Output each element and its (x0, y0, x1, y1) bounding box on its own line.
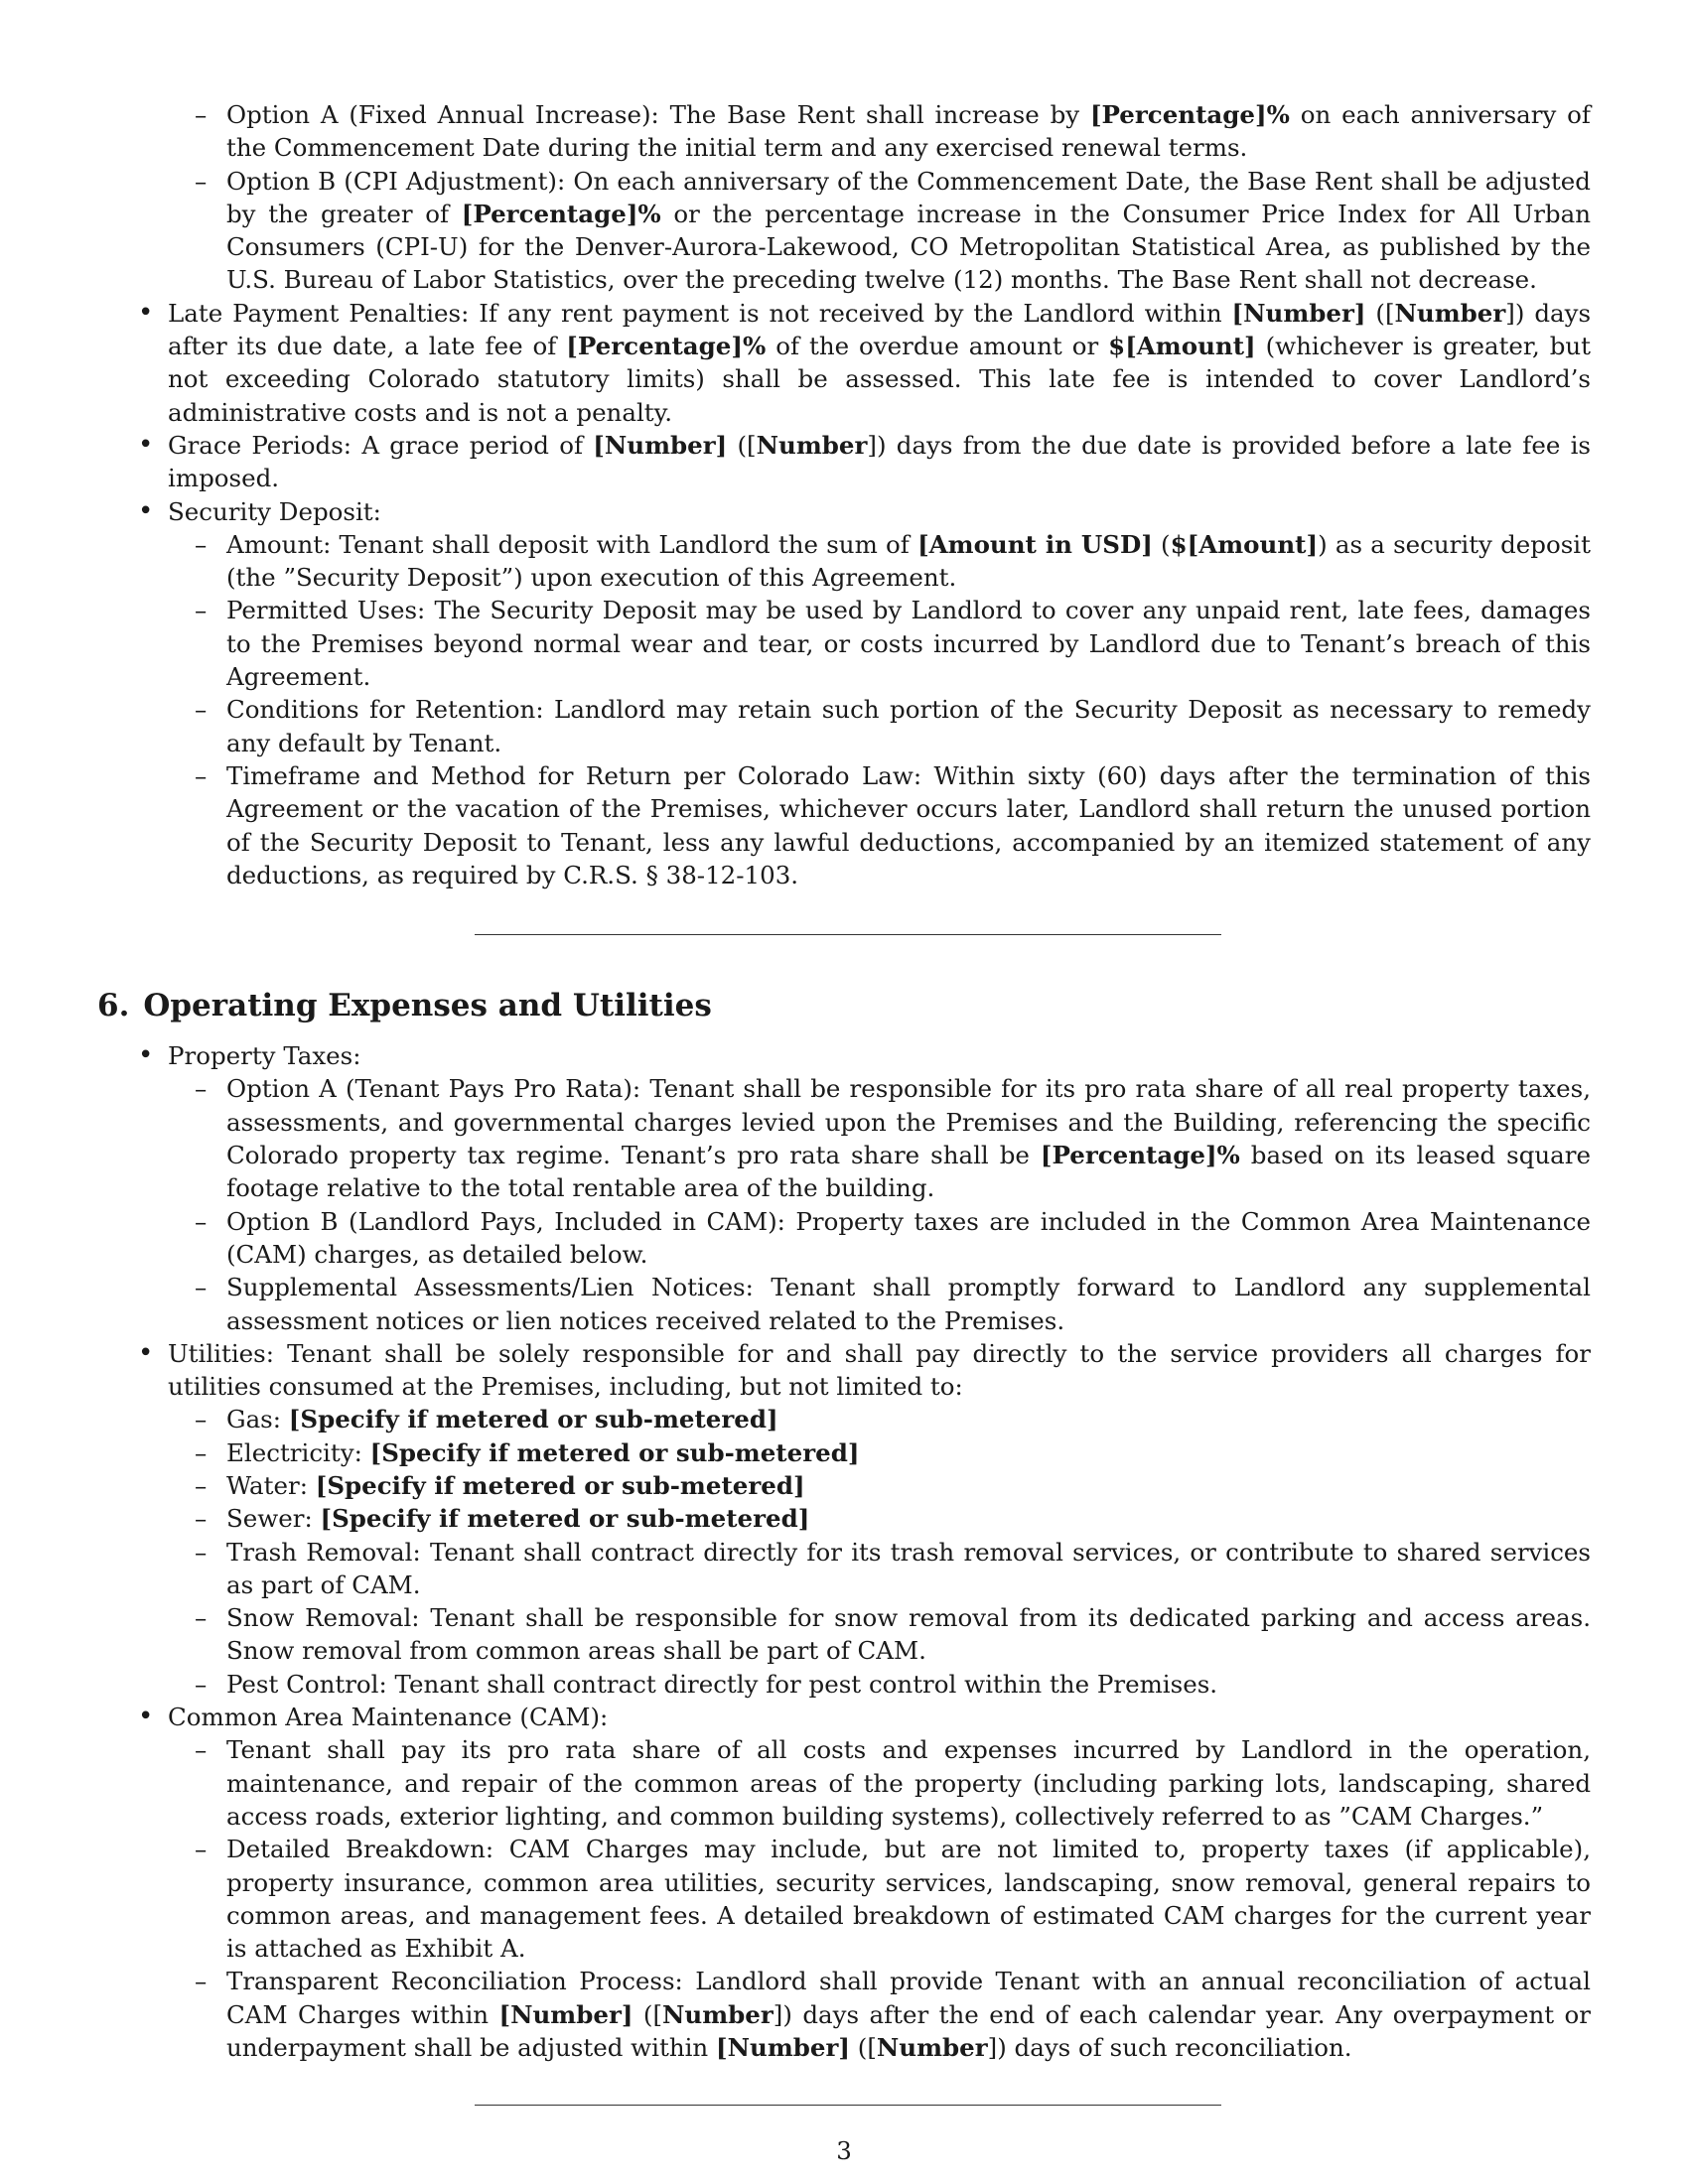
dash-marker: – (195, 1470, 208, 1500)
page-content (97, 98, 1591, 2106)
list-item: – Option B (CPI Adjustment): On each anniversary of the Commencement Date, the Base Rent shall be adjusted by the greater of [Percentage]% or the percentage increase in the Consumer Price Index for All Urban Consumers (CPI-U) for the Denver-Aurora-Lakewood, CO Metropolitan Statistical Area, as published by the U.S. Bureau of Labor Statistics, over the preceding twelve (12) months. The Base Rent shall not decrease. (195, 166, 1591, 295)
list-item: – Pest Control: Tenant shall contract directly for pest control within the Premises. (226, 1668, 1591, 1701)
dash-marker: – (195, 100, 208, 129)
property-taxes-item: • Property Taxes: – Option A (Tenant Pays Pro Rata): Tenant shall be responsible for its pro rata share of all real property taxes, assessments, and governmental charges levied upon the Premises and the Building, referencing the specific Colorado property tax regime. Tenant’s pro rata share shall be [Percentage]% based on its leased square footage relative to the total rentable area of the building. – Option B (Landlord Pays, Included in CAM): Property taxes are included in the Common Area Maintenance (CAM) charges, as detailed below. – Supplemental Assessments/Lien Notices: Tenant shall promptly forward to Landlord any supplemental assessment notices or lien notices received related to the Premises. (168, 1039, 1591, 1337)
bullet-marker: • (138, 1702, 154, 1732)
dash-marker: – (195, 1074, 208, 1104)
rent-terms-list (97, 297, 1591, 891)
list-item: – Water: [Specify if metered or sub-metered] (226, 1469, 1591, 1502)
list-item: – Detailed Breakdown: CAM Charges may include, but are not limited to, property taxes (if applicable), property insurance, common area utilities, security services, landscaping, snow removal, general repairs to common areas, and management fees. A detailed breakdown of estimated CAM charges for the current year is attached as Exhibit A. (195, 1835, 1591, 1964)
list-item: – Timeframe and Method for Return per Colorado Law: Within sixty (60) days after the termination of this Agreement or the vacation of the Premises, whichever occurs later, Landlord shall return the unused portion of the Security Deposit to Tenant, less any lawful deductions, accompanied by an itemized statement of any deductions, as required by C.R.S. § 38-12-103. (195, 760, 1591, 889)
rent-escalation-options (97, 98, 1591, 297)
section-divider (475, 934, 1221, 935)
dash-marker: – (195, 1537, 208, 1567)
list-item: – Gas: [Specify if metered or sub-metered] (226, 1403, 1591, 1435)
dash-marker: – (195, 1967, 208, 1996)
cam-item: • Common Area Maintenance (CAM): – Tenant shall pay its pro rata share of all costs and expenses incurred by Landlord in the operation, maintenance, and repair of the common areas of the property (including parking lots, landscaping, shared access roads, exterior lighting, and common building systems), collectively referred to as ”CAM Charges.” – Detailed Breakdown: CAM Charges may include, but are not limited to, property taxes (if applicable), property insurance, common area utilities, security services, landscaping, snow removal, general repairs to common areas, and management fees. A detailed breakdown of estimated CAM charges for the current year is attached as Exhibit A. – Transparent Reconciliation Process: Landlord shall provide Tenant with an annual reconciliation of actual CAM Charges within [Number] ([Number]) days after the end of each calendar year. Any overpayment or underpayment shall be adjusted within [Number] ([Number]) days of such reconciliation. (168, 1701, 1591, 2064)
bullet-marker: • (138, 429, 154, 460)
dash-marker: – (195, 166, 208, 196)
list-item: – Snow Removal: Tenant shall be responsible for snow removal from its dedicated parking and access areas. Snow removal from common areas shall be part of CAM. (195, 1603, 1591, 1666)
section-divider (475, 2105, 1221, 2106)
section-heading: 6. Operating Expenses and Utilities (97, 988, 712, 1024)
list-item: – Option A (Tenant Pays Pro Rata): Tenant shall be responsible for its pro rata share of all real property taxes, assessments, and governmental charges levied upon the Premises and the Building, referencing the specific Colorado property tax regime. Tenant’s pro rata share shall be [Percentage]% based on its leased square footage relative to the total rentable area of the building. (195, 1074, 1591, 1203)
grace-period-item: • Grace Periods: A grace period of [Number] ([Number]) days from the due date is provided before a late fee is imposed. (138, 429, 1592, 493)
dash-marker: – (195, 1273, 208, 1302)
security-deposit-item: • Security Deposit: – Amount: Tenant shall deposit with Landlord the sum of [Amount in USD] ($[Amount]) as a security deposit (the ”Security Deposit”) upon execution of this Agreement. – Permitted Uses: The Security Deposit may be used by Landlord to cover any unpaid rent, late fees, damages to the Premises beyond normal wear and tear, or costs incurred by Landlord due to Tenant’s breach of this Agreement. – Conditions for Retention: Landlord may retain such portion of the Security Deposit as necessary to remedy any default by Tenant. – Timeframe and Method for Return per Colorado Law: Within sixty (60) days after the termination of this Agreement or the vacation of the Premises, whichever occurs later, Landlord shall return the unused portion of the Security Deposit to Tenant, less any lawful deductions, accompanied by an itemized statement of any deductions, as required by C.R.S. § 38-12-103. (168, 495, 1591, 892)
dash-marker: – (195, 1669, 208, 1699)
bullet-marker: • (138, 495, 154, 526)
property-taxes-sublist (168, 1072, 1591, 1336)
list-item: – Electricity: [Specify if metered or sub-metered] (226, 1436, 1591, 1469)
dash-marker: – (195, 1504, 208, 1534)
dash-marker: – (195, 695, 208, 725)
list-item: – Option B (Landlord Pays, Included in CAM): Property taxes are included in the Common Area Maintenance (CAM) charges, as detailed below. (195, 1206, 1591, 1269)
list-item: – Transparent Reconciliation Process: Landlord shall provide Tenant with an annual reconciliation of actual CAM Charges within [Number] ([Number]) days after the end of each calendar year. Any overpayment or underpayment shall be adjusted within [Number] ([Number]) days of such reconciliation. (195, 1967, 1591, 2063)
dash-marker: – (195, 1437, 208, 1467)
cam-sublist (168, 1733, 1591, 2064)
dash-marker: – (195, 529, 208, 559)
list-item: – Trash Removal: Tenant shall contract directly for its trash removal services, or contribute to shared services as part of CAM. (195, 1537, 1591, 1599)
operating-expenses-list (97, 1039, 1591, 2064)
list-item: – Tenant shall pay its pro rata share of all costs and expenses incurred by Landlord in the operation, maintenance, and repair of the common areas of the property (including parking lots, landscaping, shared access roads, exterior lighting, and common building systems), collectively referred to as ”CAM Charges.” (195, 1735, 1591, 1831)
list-item: – Supplemental Assessments/Lien Notices: Tenant shall promptly forward to Landlord any supplemental assessment notices or lien notices received related to the Premises. (195, 1273, 1591, 1335)
dash-marker: – (195, 760, 208, 790)
list-item: – Conditions for Retention: Landlord may retain such portion of the Security Deposit as necessary to remedy any default by Tenant. (195, 695, 1591, 757)
bullet-marker: • (138, 1337, 154, 1368)
list-item: – Permitted Uses: The Security Deposit may be used by Landlord to cover any unpaid rent, late fees, damages to the Premises beyond normal wear and tear, or costs incurred by Landlord due to Tenant’s breach of this Agreement. (195, 596, 1591, 692)
bullet-marker: • (138, 297, 154, 328)
list-item: – Option A (Fixed Annual Increase): The Base Rent shall increase by [Percentage]% on each anniversary of the Commencement Date during the initial term and any exercised renewal terms. (195, 100, 1591, 163)
dash-marker: – (195, 1603, 208, 1633)
list-item: – Amount: Tenant shall deposit with Landlord the sum of [Amount in USD] ($[Amount]) as a security deposit (the ”Security Deposit”) upon execution of this Agreement. (195, 529, 1591, 593)
page-number: 3 (836, 2136, 852, 2165)
utilities-sublist (168, 1403, 1591, 1701)
dash-marker: – (195, 1206, 208, 1236)
dash-marker: – (195, 1835, 208, 1864)
dash-marker: – (195, 596, 208, 625)
bullet-marker: • (138, 1040, 154, 1071)
security-deposit-sublist (168, 528, 1591, 891)
utilities-item: • Utilities: Tenant shall be solely responsible for and shall pay directly to the service providers all charges for utilities consumed at the Premises, including, but not limited to: – Gas: [Specify if metered or sub-metered] – Electricity: [Specify if metered or sub-metered] – Water: [Specify if metered or sub-metered] – Sewer: [Specify if metered or sub-metered] – Trash Removal: Tenant shall contract directly for its trash removal services, or contribute to shared services as part of CAM. – Snow Removal: Tenant shall be responsible for snow removal from its dedicated parking and access areas. Snow removal from common areas shall be part of CAM. – Pest Control: Tenant shall contract directly for pest control within the Premises. (168, 1337, 1591, 1701)
late-payment-item: • Late Payment Penalties: If any rent payment is not received by the Landlord within [Number] ([Number]) days after its due date, a late fee of [Percentage]% of the overdue amount or $[Amount] (whichever is greater, but not exceeding Colorado statutory limits) shall be assessed. This late fee is intended to cover Landlord’s administrative costs and is not a penalty. (138, 297, 1592, 427)
dash-marker: – (195, 1405, 208, 1434)
dash-marker: – (195, 1735, 208, 1765)
list-item: – Sewer: [Specify if metered or sub-metered] (226, 1502, 1591, 1535)
